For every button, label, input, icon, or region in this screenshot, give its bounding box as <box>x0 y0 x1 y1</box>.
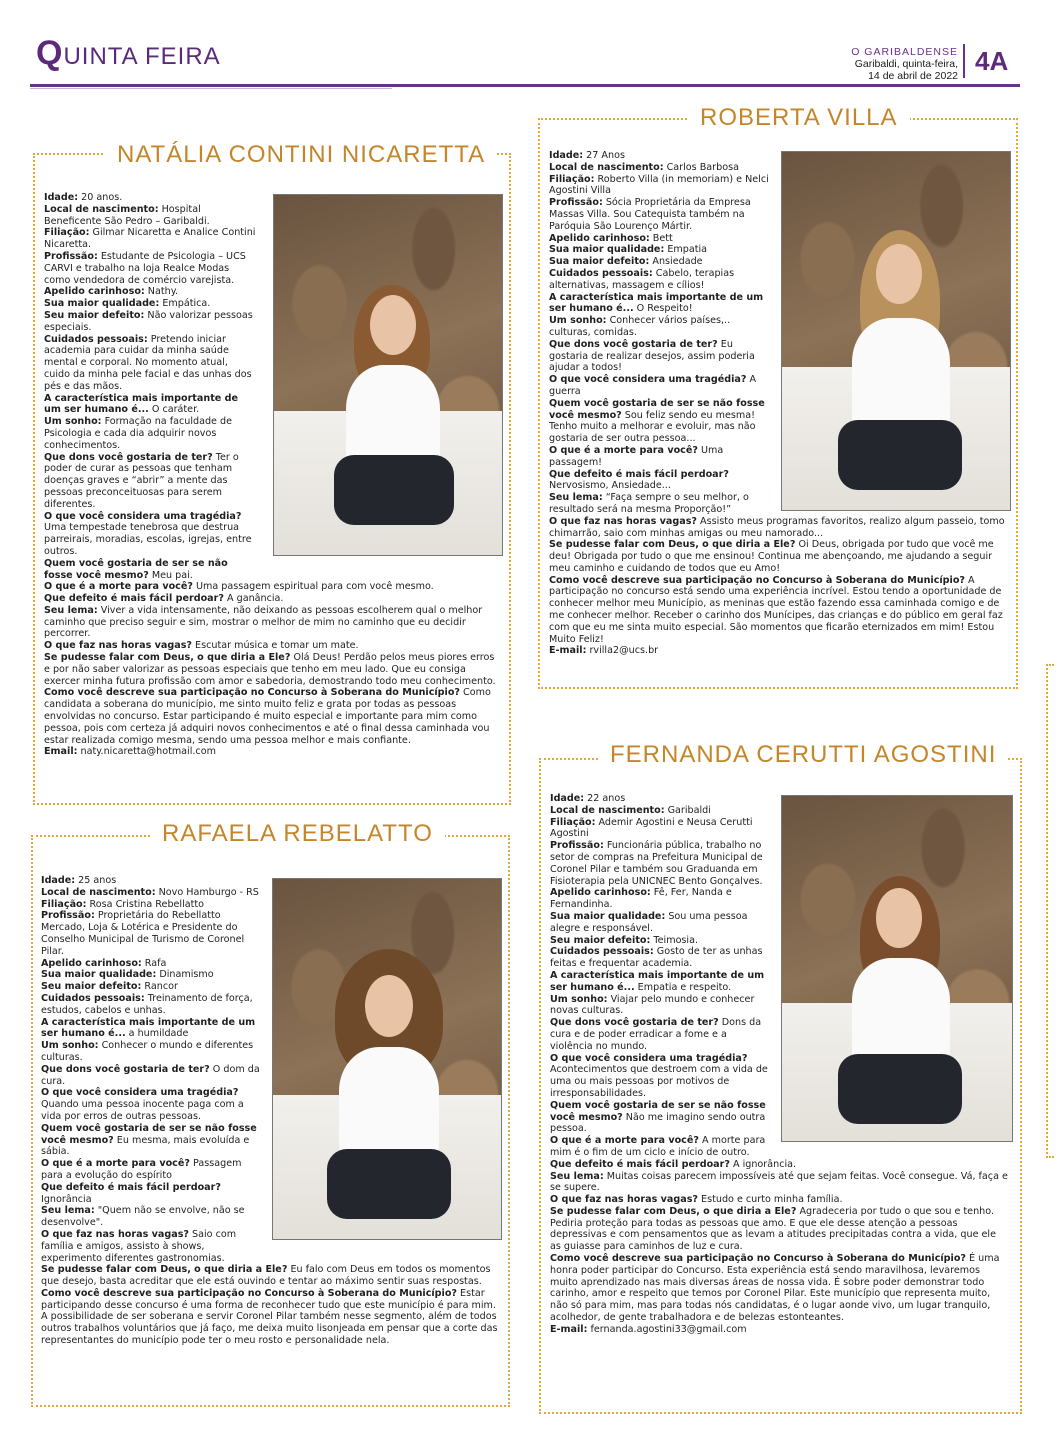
profile-field-label: Se pudesse falar com Deus, o que diria a Ele? <box>549 539 796 551</box>
profile-field-label: A característica mais importante de um ser humano é... <box>44 392 238 416</box>
profile-field-value: 20 anos. <box>78 192 123 203</box>
profile-field <box>44 192 256 204</box>
profile-field-value: Olá Deus! Perdão pelos meus piores erros e por não saber valorizar as pessoas especiais que tenho em meu lado. Que eu consiga exercer minha futura profissão com amor e sabedoria, demostrando todo meu conhecimento. <box>44 652 496 687</box>
profile-field-label: E-mail: <box>549 645 587 657</box>
profile-field-label: Um sonho: <box>44 416 102 428</box>
profile-field <box>41 887 263 899</box>
profile-field-value: Não me imagino sendo outra pessoa. <box>550 1111 766 1135</box>
profile-field-value: Treinamento de força, estudos, cabelos e unhas. <box>41 992 253 1016</box>
profile-field-label: A característica mais importante de um ser humano é... <box>549 291 764 315</box>
profile-field-value: Novo Hamburgo - RS <box>155 886 259 898</box>
profile-field-label: Seu maior defeito: <box>44 309 145 321</box>
profile-field-value: Ansiedade <box>649 256 703 268</box>
profile-field-label: Cuidados pessoais: <box>44 333 148 345</box>
profile-field <box>44 746 502 758</box>
profile-field-label: Um sonho: <box>549 315 607 327</box>
profile-field-label: Um sonho: <box>41 1040 99 1052</box>
profile-field-value: Pretendo iniciar academia para cuidar da minha saúde mental e corporal. No momento atual, cuido da minha pele facial e das unhas dos pés e das mãos. <box>44 333 252 392</box>
profile-field-label: Idade: <box>550 793 585 804</box>
profile-field-value: a humildade <box>125 1028 189 1040</box>
profile-field-label: Idade: <box>549 150 584 161</box>
profile-field <box>550 1053 772 1100</box>
profile-field-value: Como candidata a soberana do município, me sinto muito feliz e grata por todas as pessoas envolvidas no concurso. Estar participando é muito especial e importante para mim como pessoa, pois com certeza já adquiri novos conhecimentos e até o final dessa caminhada vou estar realizada comigo mesma, sendo uma pessoa melhor e mais confiante. <box>44 687 491 746</box>
profile-field-value: Sou feliz sendo eu mesma! Tenho muito a melhorar e evoluir, mas não gostaria de ser outra pessoa... <box>549 409 756 445</box>
profile-field-value: Gosto de ter as unhas feitas e frequentar academia. <box>550 946 763 970</box>
profile-field-label: Local de nascimento: <box>549 161 664 173</box>
profile-field-value: Sócia Proprietária da Empresa Massas Villa. Sou Catequista também na Paróquia São Lourenço Mártir. <box>549 197 751 232</box>
profile-field-value: Passagem para a evolução do espírito <box>41 1158 242 1181</box>
profile-field <box>44 334 256 393</box>
profile-field-value: Escutar música e tomar um mate. <box>192 640 359 652</box>
section-title-rest: UINTA FEIRA <box>63 43 221 70</box>
profile-field-label: Um sonho: <box>550 993 608 1005</box>
profile-field-value: A participação no concurso está sendo uma experiência incrível. Estou tendo a oportunidade de conhecer melhor meu Município, as meninas que estão fazendo essa caminhada comigo e de me conhecer melhor. Receber o carinho dos Munícipes, das crianças e do público em geral faz com que eu me sinta muito especial. São momentos que ficarão eternizados em mim! Estou Muito Feliz! <box>549 574 1003 645</box>
profile-field-value: 25 anos <box>75 875 117 886</box>
profile-field-label: Que dons você gostaria de ter? <box>44 451 213 463</box>
profile-field <box>550 1135 772 1159</box>
profile-field <box>549 244 771 256</box>
profile-field <box>41 1229 263 1264</box>
profile-field <box>44 310 256 334</box>
profile-field <box>44 298 256 310</box>
profile-field-value[interactable]: naty.nicaretta@hotmail.com <box>77 746 216 758</box>
profile-field-label: Apelido carinhoso: <box>41 957 142 969</box>
profile-field <box>41 1087 263 1122</box>
profile-field-value: Muitas coisas parecem impossíveis até que sejam feitas. Você consegue. Vá, faça e se supere. <box>550 1170 1008 1194</box>
profile-field-label: O que você considera uma tragédia? <box>41 1087 239 1099</box>
profile-field <box>550 946 772 970</box>
header-subrule <box>30 88 392 89</box>
profile-field-value: Ademir Agostini e Neusa Cerutti Agostini <box>550 816 753 840</box>
profile-field-value: Rancor <box>141 981 178 993</box>
date-line-1: Garibaldi, quinta-feira, <box>854 58 958 70</box>
profile-name-natalia: NATÁLIA CONTINI NICARETTA <box>105 141 497 169</box>
profile-field-label: Sua maior qualidade: <box>550 910 666 922</box>
profile-field <box>44 416 256 451</box>
profile-field <box>549 492 771 516</box>
profile-field-label: Sua maior qualidade: <box>549 244 665 256</box>
profile-field <box>550 1253 1008 1324</box>
profile-field-label: Profissão: <box>549 197 603 209</box>
profile-field-label: Se pudesse falar com Deus, o que diria a Ele? <box>41 1264 288 1276</box>
profile-field-label: O que faz nas horas vagas? <box>550 1194 698 1206</box>
profile-field-value: Roberto Villa (in memoriam) e Nelci Agostini Villa <box>549 173 769 197</box>
profile-field-label: Filiação: <box>549 173 595 185</box>
profile-field-label: Como você descreve sua participação no Concurso à Soberana do Município? <box>549 574 965 586</box>
profile-field <box>44 251 256 286</box>
profile-field-value: Rosa Cristina Rebellatto <box>86 898 205 910</box>
profile-field-label: Profissão: <box>41 910 95 922</box>
profile-field <box>44 581 502 593</box>
profile-field-value: A ignorância. <box>729 1158 797 1170</box>
profile-field-label: Como você descreve sua participação no Concurso à Soberana do Município? <box>44 687 460 699</box>
profile-field-value: O caráter. <box>148 404 200 416</box>
profile-field-label: Profissão: <box>44 250 98 262</box>
profile-field-label: Idade: <box>44 192 79 203</box>
profile-field-value: Empatia <box>664 244 708 256</box>
profile-field <box>549 150 771 162</box>
profile-field <box>550 1206 1008 1253</box>
profile-field <box>550 994 772 1018</box>
masthead <box>851 46 958 82</box>
profile-field-value: “Faça sempre o seu melhor, o resultado será na mesma Proporção!” <box>549 492 749 515</box>
profile-field-value: Nervosismo, Ansiedade... <box>549 480 671 492</box>
profile-name-rafaela: RAFAELA REBELATTO <box>150 820 445 848</box>
profile-field-value: Sou uma pessoa alegre e responsável. <box>550 910 748 934</box>
profile-field-value: Garibaldi <box>664 804 711 816</box>
profile-field-value: Viver a vida intensamente, não deixando as pessoas escolherem qual o melhor caminho que preciso seguir e sim, mostrar o melhor de mim no caminho que eu decidir percorrer. <box>44 604 483 640</box>
profile-field-label: Sua maior qualidade: <box>44 298 160 310</box>
profile-field <box>41 969 263 981</box>
profile-field-value: Proprietária do Rebellatto Mercado, Loja & Lotérica e Presidente do Conselho Municipal de Turismo de Coronel Pilar. <box>41 910 245 957</box>
profile-field <box>549 374 771 398</box>
profile-field <box>550 1159 1008 1171</box>
profile-field <box>549 256 771 268</box>
profile-field-value: Eu falo com Deus em todos os momentos que desejo, basta acreditar que ele está ouvindo e tentar ao máximo sentir suas respostas. <box>41 1264 491 1288</box>
profile-field-label: Idade: <box>41 875 76 886</box>
profile-field-label: Que dons você gostaria de ter? <box>550 1017 719 1029</box>
profile-field <box>44 558 256 582</box>
profile-field-value: Dons da cura e de poder erradicar a fome e a violência no mundo. <box>550 1017 762 1052</box>
profile-field-label: Profissão: <box>550 840 604 852</box>
profile-field <box>549 197 771 232</box>
profile-field <box>550 840 772 887</box>
profile-field-value: Rafa <box>141 957 167 969</box>
profile-field <box>44 204 256 228</box>
profile-field-label: Se pudesse falar com Deus, o que diria a Ele? <box>44 652 291 664</box>
profile-field <box>44 511 256 558</box>
profile-field-value: Hospital Beneficente São Pedro – Garibaldi. <box>44 203 210 227</box>
profile-field-label: Local de nascimento: <box>41 886 156 898</box>
profile-field <box>549 233 771 245</box>
profile-field-label: Local de nascimento: <box>550 804 665 816</box>
profile-field-value: Gilmar Nicaretta e Analice Contini Nicaretta. <box>44 227 256 251</box>
profile-field-label: Seu maior defeito: <box>550 934 651 946</box>
profile-field <box>549 516 1007 540</box>
profile-field-label: Cuidados pessoais: <box>549 267 653 279</box>
profile-field <box>44 687 502 746</box>
profile-field <box>44 227 256 251</box>
profile-field-label: Que dons você gostaria de ter? <box>41 1063 210 1075</box>
profile-field-value: Quando uma pessoa inocente paga com a vida por erros de outras pessoas. <box>41 1099 244 1122</box>
profile-field-label: O que faz nas horas vagas? <box>549 515 697 527</box>
profile-field <box>549 174 771 198</box>
profile-field-label: Que defeito é mais fácil perdoar? <box>41 1181 221 1193</box>
profile-field <box>549 445 771 469</box>
profile-field-label: Filiação: <box>44 227 90 239</box>
profile-field <box>549 315 771 339</box>
profile-field-value: Eu mesma, mais evoluída e sábia. <box>41 1134 250 1158</box>
profile-field <box>550 887 772 911</box>
profile-field-value: Teimosia. <box>650 934 699 946</box>
profile-field <box>41 875 263 887</box>
profile-field-value: Uma passagem! <box>549 444 724 468</box>
profile-field-label: O que você considera uma tragédia? <box>44 510 242 522</box>
profile-field-value: 22 anos <box>584 793 626 804</box>
profile-field-label: Seu lema: <box>41 1205 95 1217</box>
profile-field-value: Funcionária pública, trabalho no setor de compras na Prefeitura Municipal de Coronel Pilar e também sou Graduanda em Fisioterapia pela UNICNEC Bento Gonçalves. <box>550 840 763 887</box>
profile-field-value: Meu pai. <box>148 569 193 581</box>
section-title <box>36 34 221 73</box>
profile-field-value: 27 Anos <box>583 150 625 161</box>
profile-field-label: Quem você gostaria de ser se não fosse você mesmo? <box>41 1122 257 1146</box>
profile-field-label: Filiação: <box>550 816 596 828</box>
profile-field-label: O que você considera uma tragédia? <box>550 1052 748 1064</box>
profile-field-label: O que você considera uma tragédia? <box>549 374 747 386</box>
profile-field-value: Conhecer vários países,.. culturas, comidas. <box>549 315 731 338</box>
profile-field-label: E-mail: <box>550 1323 588 1335</box>
profile-field <box>41 1182 263 1206</box>
profile-text-natalia <box>44 192 504 758</box>
profile-field-value: Estar participando desse concurso é uma forma de reconhecer tudo que este município é para mim. A possibilidade de ser soberana e servir Coronel Pilar também nesse segmento, além de todos outros trabalhos voluntários que já faço, me deixa muito lisonjeada em pensar que a corte das representantes do município pode ter o meu rosto e personalidade nela. <box>41 1287 498 1347</box>
profile-field-value: Cabelo, terapias alternativas, massagem e cílios! <box>549 267 735 291</box>
profile-field <box>549 398 771 445</box>
profile-field-label: Que defeito é mais fácil perdoar? <box>550 1158 730 1170</box>
profile-field-label: O que faz nas horas vagas? <box>41 1228 189 1240</box>
profile-field-label: Que dons você gostaria de ter? <box>549 338 718 350</box>
profile-field-label: Apelido carinhoso: <box>44 286 145 298</box>
profile-field <box>41 1040 263 1064</box>
profile-field <box>550 970 772 994</box>
profile-field-label: Seu lema: <box>44 604 98 616</box>
profile-field <box>41 1123 263 1158</box>
profile-text-fernanda <box>550 793 1012 1336</box>
profile-field <box>549 339 771 374</box>
profile-field-value: Carlos Barbosa <box>663 161 739 173</box>
profile-field <box>550 805 772 817</box>
profile-field-value: O Respeito! <box>633 303 693 315</box>
profile-field-value[interactable]: fernanda.agostini33@gmail.com <box>587 1323 747 1335</box>
profile-field-value: Uma tempestade tenebrosa que destrua parreirais, moradias, escolas, igrejas, entre outros. <box>44 522 252 557</box>
profile-field-value: Nathy. <box>144 286 179 298</box>
profile-field-label: Seu lema: <box>549 492 603 504</box>
profile-field-label: Que defeito é mais fácil perdoar? <box>549 468 729 480</box>
profile-field <box>549 645 1007 657</box>
profile-field-label: O que é a morte para você? <box>549 444 698 456</box>
profile-field <box>41 981 263 993</box>
profile-field-value: Conhecer o mundo e diferentes culturas. <box>41 1040 254 1063</box>
profile-field-label: A característica mais importante de um ser humano é... <box>41 1016 256 1040</box>
profile-field <box>41 1064 263 1088</box>
profile-field <box>549 575 1007 646</box>
profile-field <box>41 993 263 1017</box>
profile-field-label: Email: <box>44 746 78 758</box>
profile-field-label: Seu maior defeito: <box>41 981 142 993</box>
profile-field-value: A ganância. <box>223 593 284 605</box>
profile-field-value: Uma passagem espiritual para com você mesmo. <box>192 581 434 593</box>
profile-field-label: Quem você gostaria de ser se não fosse você mesmo? <box>44 557 228 581</box>
profile-field <box>41 1017 263 1041</box>
profile-field <box>44 605 502 640</box>
profile-field-value: Não valorizar pessoas especiais. <box>44 309 253 333</box>
profile-field-label: Sua maior defeito: <box>549 256 650 268</box>
profile-field-value[interactable]: rvilla2@ucs.br <box>586 645 659 657</box>
page-number: 4A <box>975 46 1009 76</box>
profile-field-value: "Quem não se envolve, não se desenvolve". <box>41 1205 245 1229</box>
profile-field-label: Apelido carinhoso: <box>549 232 650 244</box>
profile-field <box>41 1288 499 1347</box>
header-rule <box>30 84 1020 87</box>
profile-field <box>44 593 502 605</box>
profile-name-roberta: ROBERTA VILLA <box>688 104 910 132</box>
profile-field <box>550 911 772 935</box>
date-line-2: 14 de abril de 2022 <box>868 70 958 82</box>
profile-field <box>549 162 771 174</box>
profile-field-label: Local de nascimento: <box>44 203 159 215</box>
profile-field <box>550 1171 1008 1195</box>
page-number-divider <box>963 44 965 78</box>
profile-field <box>550 935 772 947</box>
profile-field-value: Bett <box>649 232 673 244</box>
profile-field <box>41 1205 263 1229</box>
profile-field-label: Quem você gostaria de ser se não fosse você mesmo? <box>549 397 765 421</box>
profile-field-label: Se pudesse falar com Deus, o que diria a Ele? <box>550 1205 797 1217</box>
profile-field <box>41 1264 499 1288</box>
profile-field-value: O dom da cura. <box>41 1063 260 1087</box>
profile-text-roberta <box>549 150 1009 657</box>
profile-field-label: A característica mais importante de um ser humano é... <box>550 969 765 993</box>
profile-field-label: Sua maior qualidade: <box>41 969 157 981</box>
profile-field <box>550 817 772 841</box>
profile-field-value: Formação na faculdade de Psicologia e cada dia adquirir novos conhecimentos. <box>44 416 232 451</box>
profile-field-label: Apelido carinhoso: <box>550 887 651 899</box>
profile-field <box>44 652 502 687</box>
profile-field <box>550 1017 772 1052</box>
publication-name: O GARIBALDENSE <box>851 46 958 58</box>
profile-field <box>550 1324 1008 1336</box>
profile-field-value: Agradeceria por tudo o que sou e tenho. Pediria proteção para todas as pessoas que amo. E que ele desse atenção a pessoas depressivas e com pensamentos que as levam a atitudes precipitadas contra a vida, que ele as guiasse para caminhos de luz e cura. <box>550 1205 996 1253</box>
profile-field-value: Empatia e respeito. <box>634 981 732 993</box>
profile-field <box>550 1100 772 1135</box>
profile-field <box>41 910 263 957</box>
profile-text-rafaela <box>41 875 503 1347</box>
profile-field-value: Dinamismo <box>156 969 214 981</box>
profile-field-value: Viajar pelo mundo e conhecer novas culturas. <box>550 993 755 1017</box>
profile-field-value: Oi Deus, obrigada por tudo que você me deu! Obrigada por tudo o que me ensinou! Continua me abençoando, me ajudando a seguir meu caminho e cuidando de todos que eu Amo! <box>549 539 994 574</box>
profile-field-value: Eu gostaria de realizar desejos, assim poderia ajudar a todos! <box>549 338 755 374</box>
profile-field-value: Ignorância <box>41 1193 92 1205</box>
profile-field-label: O que é a morte para você? <box>550 1135 699 1147</box>
profile-field <box>41 899 263 911</box>
profile-field-label: O que é a morte para você? <box>41 1158 190 1170</box>
profile-field <box>550 1194 1008 1206</box>
profile-field-value: Acontecimentos que destroem com a vida de uma ou mais pessoas por motivos de irresponsabilidades. <box>550 1064 768 1099</box>
profile-field-label: Seu lema: <box>550 1170 604 1182</box>
profile-field <box>549 292 771 316</box>
profile-field <box>549 268 771 292</box>
profile-field-label: O que faz nas horas vagas? <box>44 640 192 652</box>
profile-field-value: Empática. <box>159 298 211 310</box>
profile-field <box>44 640 502 652</box>
profile-field-label: Quem você gostaria de ser se não fosse você mesmo? <box>550 1099 766 1123</box>
profile-field <box>550 793 772 805</box>
side-decoration <box>1046 664 1054 1158</box>
profile-field <box>41 1158 263 1182</box>
profile-field-value: É uma honra poder participar do Concurso. Esta experiência está sendo maravilhosa, levaremos muito aprendizado nas mais diversas áreas de nossa vida. É sobre poder demonstrar todo carinho, amor e respeito que temos por Coronel Pilar. Este município que representa muito, não só para mim, mas para todas nós candidatas, é o lugar aonde vivo, um lugar tranquilo, acolhedor, de gente trabalhadora e de belezas estonteantes. <box>550 1253 1000 1324</box>
profile-field-value: A guerra <box>549 374 757 397</box>
section-title-initial: Q <box>36 34 64 72</box>
profile-field-value: Saio com família e amigos, assisto à shows, experimento diferentes gastronomias. <box>41 1228 237 1264</box>
profile-field <box>549 539 1007 574</box>
profile-name-fernanda: FERNANDA CERUTTI AGOSTINI <box>598 741 1008 769</box>
profile-field-value: Estudo e curto minha família. <box>698 1194 843 1206</box>
profile-field-label: Que defeito é mais fácil perdoar? <box>44 593 224 605</box>
profile-field <box>44 286 256 298</box>
profile-field-label: Como você descreve sua participação no Concurso à Soberana do Município? <box>41 1287 457 1299</box>
profile-field-label: Filiação: <box>41 898 87 910</box>
profile-field-label: Como você descreve sua participação no Concurso à Soberana do Município? <box>550 1253 966 1265</box>
profile-field-label: Cuidados pessoais: <box>41 992 145 1004</box>
profile-field-label: O que é a morte para você? <box>44 581 193 593</box>
profile-field-value: Assisto meus programas favoritos, realizo algum passeio, tomo chimarrão, saio com minhas amigas ou meu namorado... <box>549 515 1005 539</box>
profile-field-value: Fê, Fer, Nanda e Fernandinha. <box>550 887 732 911</box>
profile-field-value: A morte para mim é o fim de um ciclo e início de outro. <box>550 1135 766 1158</box>
profile-field <box>549 469 771 493</box>
profile-field-label: Cuidados pessoais: <box>550 946 654 958</box>
profile-field <box>41 958 263 970</box>
profile-field <box>44 393 256 417</box>
profile-field <box>44 452 256 511</box>
profile-field-value: Ter o poder de curar as pessoas que tenham doenças graves e “abrir” a mente das pessoas preconceituosas para serem diferentes. <box>44 451 239 510</box>
profile-field-value: Estudante de Psicologia – UCS CARVI e trabalho na loja Realce Modas como vendedora de comércio varejista. <box>44 250 246 286</box>
